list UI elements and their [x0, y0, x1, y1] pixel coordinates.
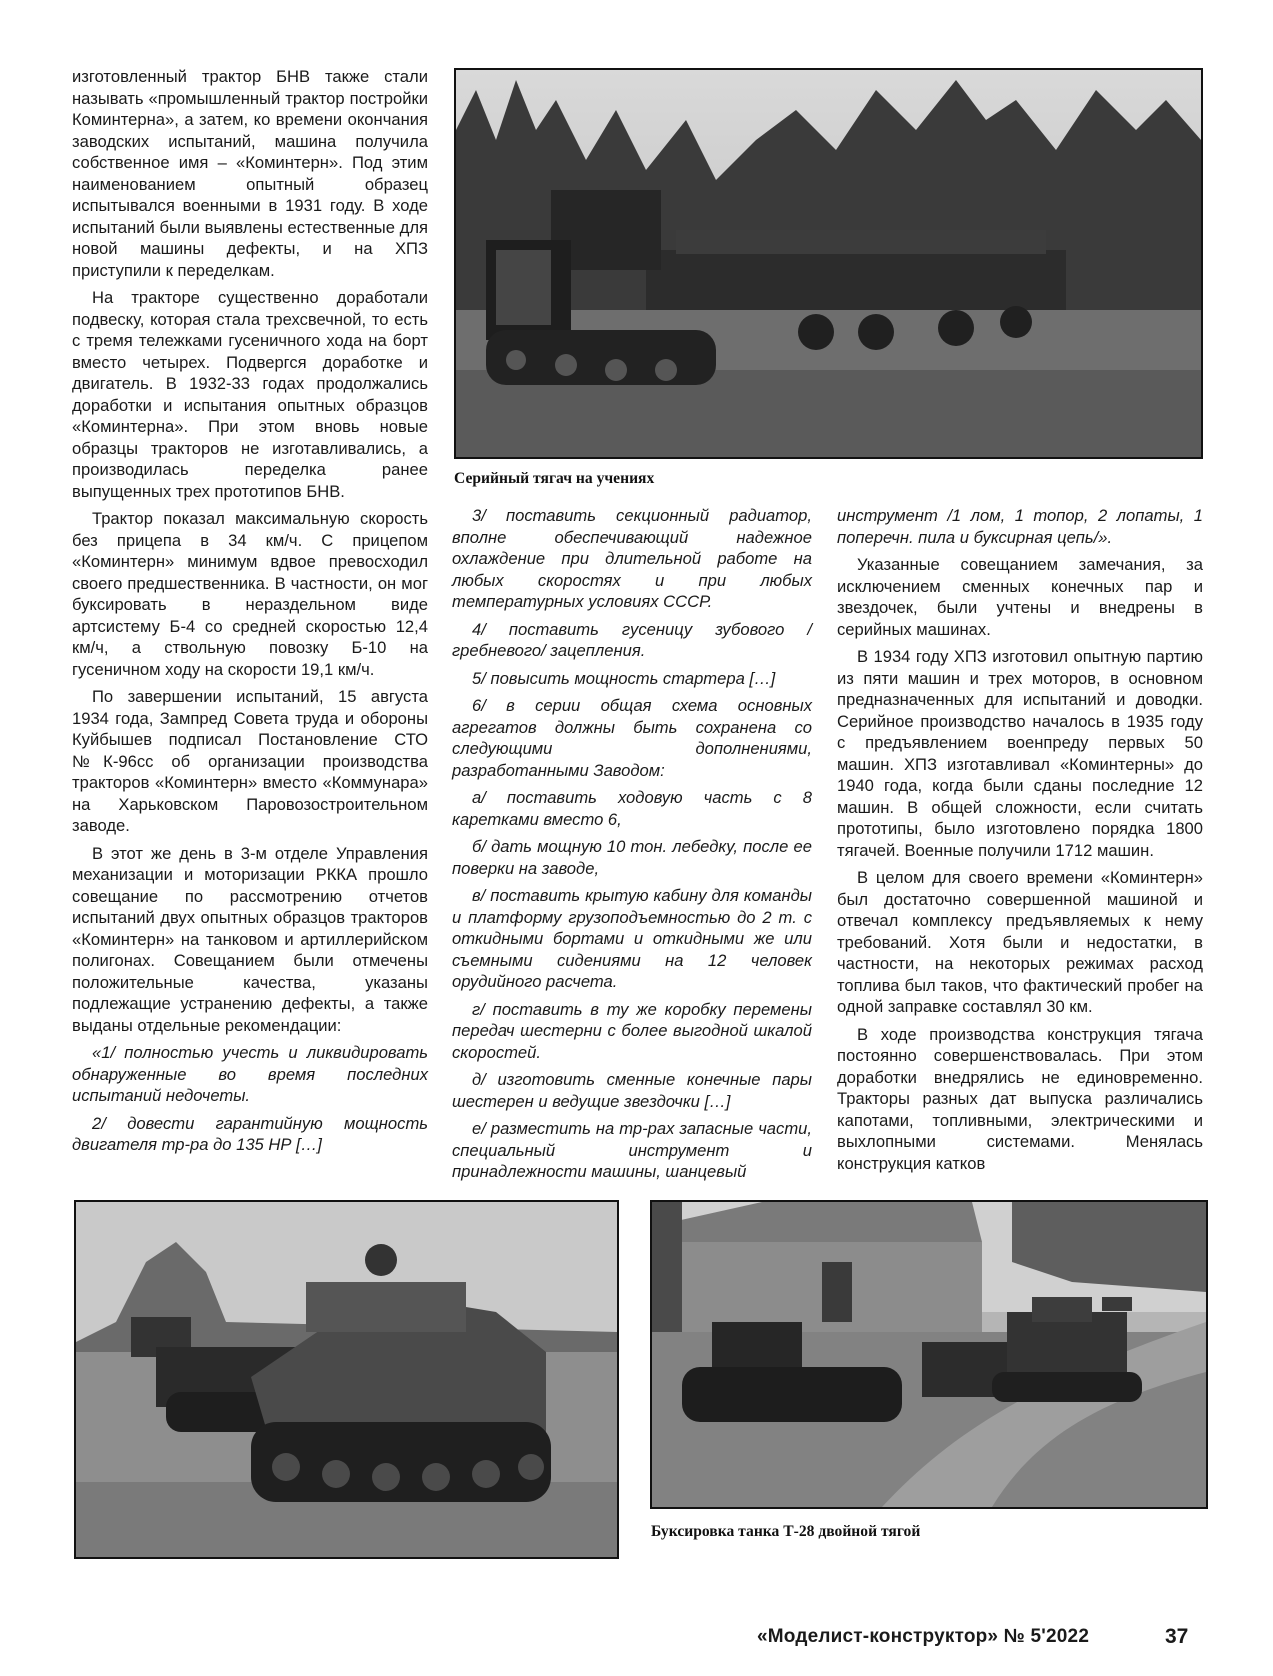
- photo-tank-towing-right: [650, 1200, 1208, 1509]
- paragraph: В ходе производства конструкция тягача постоянно совершенствовалась. При этом доработки внедрялись не единовременно. Тракторы разных дат выпуска различались капотами, топливными, электрическими и выхлопными системами. Менялась конструкция катков: [837, 1024, 1203, 1173]
- quote-paragraph: 4/ поставить гусеницу зубового /гребневого/ зацепления.: [452, 619, 812, 660]
- quote-paragraph: б/ дать мощную 10 тон. лебедку, после ее поверки на заводе,: [452, 837, 812, 878]
- paragraph: В 1934 году ХПЗ изготовил опытную партию из пяти машин и трех моторов, в основном предназначенных для испытаний и доводки. Серийное производство началось в 1935 году с предъявлением военпреду первых 50 машин. ХПЗ изготавливал «Коминтерны» до 1940 года, когда были сданы последние 12 машин. В общей сложности, если считать прототипы, было изготовлено порядка 1800 тягачей. Военные получили 1712 машин.: [837, 647, 1203, 860]
- text-column-2: [452, 505, 812, 1189]
- quote-paragraph: инструмент /1 лом, 1 топор, 2 лопаты, 1 поперечн. пила и буксирная цепь/».: [837, 506, 1203, 547]
- quote-paragraph: «1/ полностью учесть и ликвидировать обнаруженные во время последних испытаний недочеты.: [72, 1043, 428, 1105]
- quote-paragraph: а/ поставить ходовую часть с 8 каретками вместо 6,: [452, 788, 812, 829]
- quote-paragraph: д/ изготовить сменные конечные пары шестерен и ведущие звездочки […]: [452, 1070, 812, 1111]
- paragraph: Указанные совещанием замечания, за исключением сменных конечных пар и звездочек, были учтены и внедрены в серийных машинах.: [837, 555, 1203, 639]
- photo-caption: Буксировка танка Т-28 двойной тягой: [651, 1523, 921, 1540]
- paragraph: На тракторе существенно доработали подвеску, которая стала трехсвечной, то есть с тремя тележками гусеничного хода на борт вместо четырех. Подвергся доработке и двигатель. В 1932-33 годах продолжались доработки и испытания опытных образцов «Коминтерна». При этом вновь новые образцы тракторов не изготавливались, а производилась переделка ранее выпущенных трех прототипов БНВ.: [72, 288, 428, 501]
- paragraph: изготовленный трактор БНВ также стали называть «промышленный трактор постройки Коминтерна», а затем, ко времени окончания заводских испытаний, машина получила собственное имя – «Коминтерн». Под этим наименованием опытный образец испытывался военными в 1931 году. В ходе испытаний были выявлены естественные для новой машины дефекты, и на ХПЗ приступили к переделкам.: [72, 67, 428, 280]
- paragraph: В этот же день в 3-м отделе Управления механизации и моторизации РККА прошло совещание по рассмотрению отчетов испытаний двух опытных образцов тракторов «Коминтерн» на танковом и артиллерийском полигонах. Совещанием были отмечены положительные качества, указаны подлежащие устранению дефекты, а также выданы отдельные рекомендации:: [72, 843, 428, 1035]
- quote-paragraph: 3/ поставить секционный радиатор, вполне обеспечивающий надежное охлаждение при длительной работе на любых скоростях и при любых температурных условиях СССР.: [452, 506, 812, 611]
- quote-paragraph: г/ поставить в ту же коробку перемены передач шестерни с более выгодной шкалой скоростей.: [452, 999, 812, 1062]
- photo-caption: Серийный тягач на учениях: [454, 470, 655, 487]
- paragraph: По завершении испытаний, 15 августа 1934 года, Зампред Совета труда и обороны Куйбышев подписал Постановление СТО №К-96сс об организации производства тракторов «Коминтерн» вместо «Коммунара» на Харьковском Паровозостроительном заводе.: [72, 687, 428, 835]
- magazine-footer: «Моделист-конструктор» № 5'2022: [757, 1626, 1090, 1647]
- text-column-1: [72, 66, 428, 1162]
- page-number: 37: [1165, 1625, 1189, 1648]
- quote-paragraph: е/ разместить на тр-рах запасные части, специальный инструмент и принадлежности машины, шанцевый: [452, 1119, 812, 1181]
- quote-paragraph: в/ поставить крытую кабину для команды и платформу грузоподъемностью до 2 т. с откидными бортами и откидными же или съемными сидениями на 12 человек орудийного расчета.: [452, 886, 812, 991]
- quote-paragraph: 5/ повысить мощность стартера […]: [472, 668, 776, 688]
- photo-tractor-with-trailer: [454, 68, 1203, 459]
- paragraph: В целом для своего времени «Коминтерн» был достаточно совершенной машиной и отвечал комплексу предъявляемых к нему требований. Хотя были и недостатки, в частности, на некоторых режимах расход топлива был таков, что фактический пробег на одной заправке составлял 30 км.: [837, 868, 1203, 1016]
- photo-tank-towing-left: [74, 1200, 619, 1559]
- text-column-3: [837, 505, 1203, 1180]
- quote-paragraph: 6/ в серии общая схема основных агрегатов должны быть сохранена со следующими дополнениями, разработанными Заводом:: [452, 696, 812, 780]
- quote-paragraph: 2/ довести гарантийную мощность двигателя тр-ра до 135 НР […]: [72, 1113, 428, 1154]
- paragraph: Трактор показал максимальную скорость без прицепа в 34 км/ч. С прицепом «Коминтерн» минимум вдвое превосходил своего предшественника. В частности, он мог буксировать в нераздельном виде артсистему Б-4 со средней скоростью 12,4 км/ч, а ствольную повозку Б-10 на гусеничном ходу на скорости 19,1 км/ч.: [72, 509, 428, 679]
